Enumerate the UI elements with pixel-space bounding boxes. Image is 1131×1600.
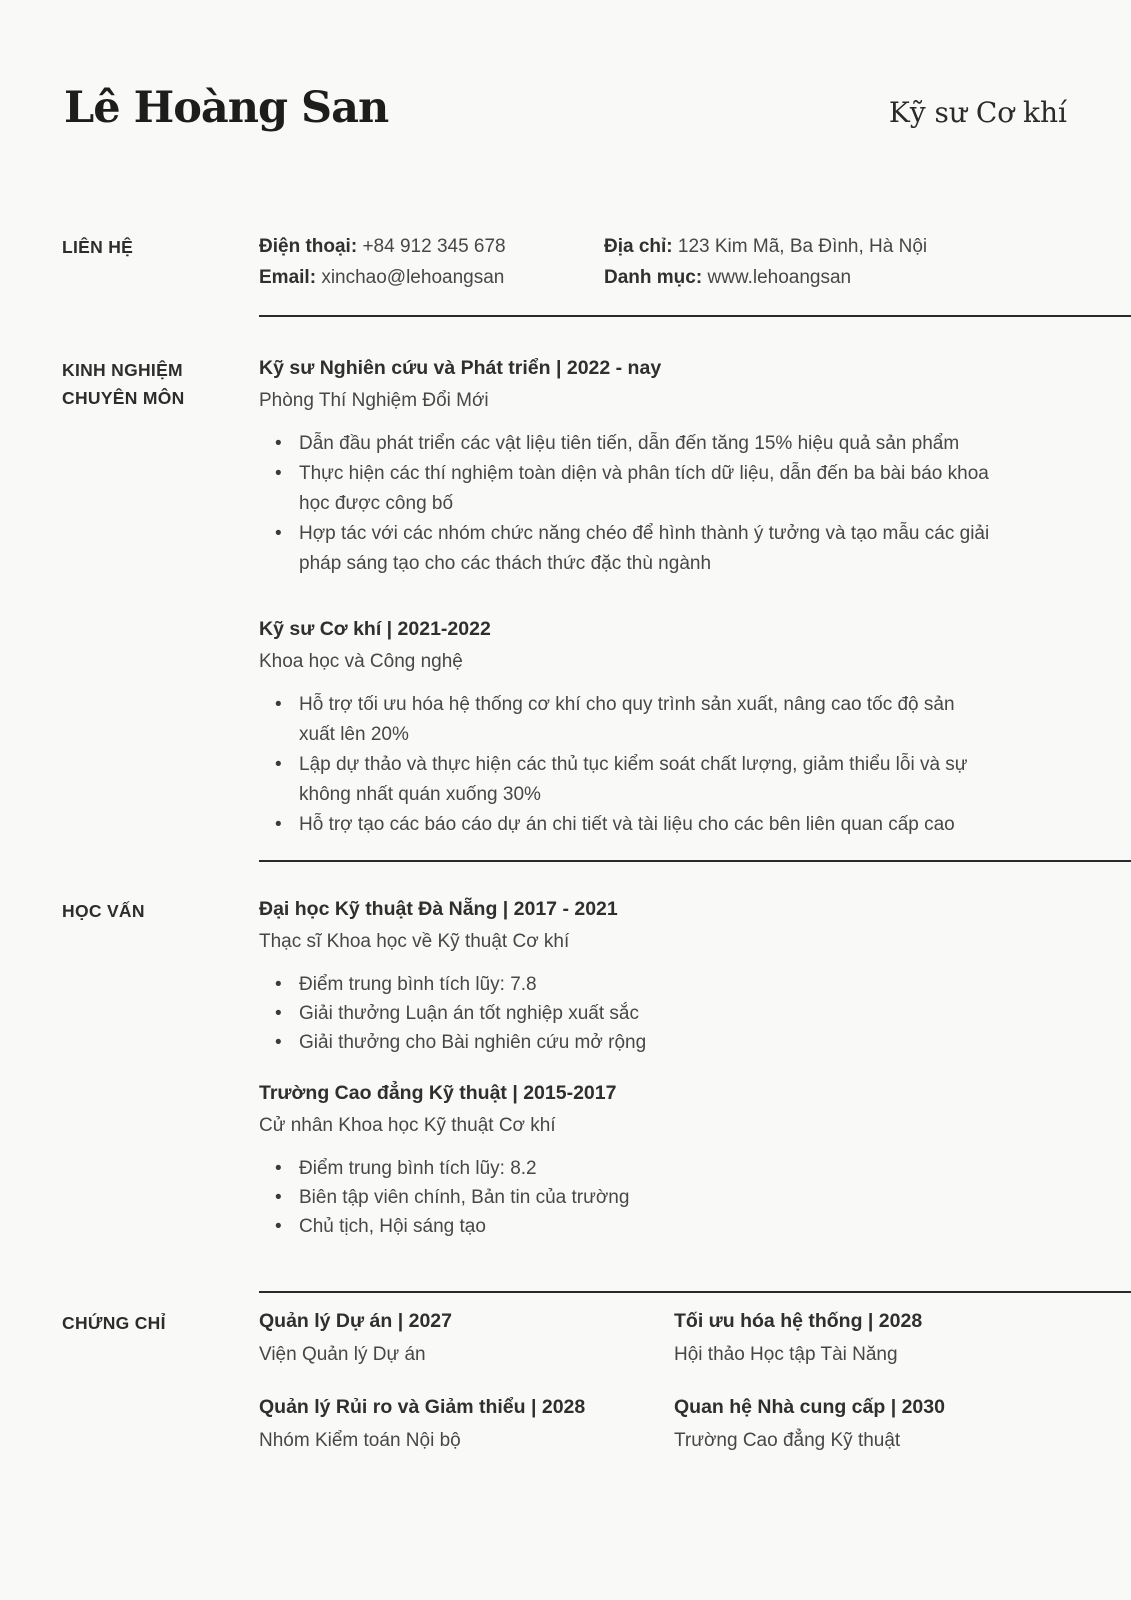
contact-email-label: Email: (259, 267, 317, 289)
job-entry (259, 354, 1131, 579)
school-title: Trường Cao đẳng Kỹ thuật | 2015-2017 (259, 1082, 617, 1105)
school-bullet-list (259, 1154, 994, 1241)
section-divider (259, 1291, 1131, 1293)
certifications-content (259, 1307, 1131, 1455)
contact-email-value: xinchao@lehoangsan (321, 267, 505, 289)
bullet-item: • Hợp tác với các nhóm chức năng chéo để hình thành ý tưởng và tạo mẫu các giải pháp sáng tạo cho các thách thức đặc thù ngành (259, 519, 994, 579)
certification-item (674, 1307, 1131, 1369)
experience-content (259, 354, 1131, 840)
bullet-item: • Hỗ trợ tối ưu hóa hệ thống cơ khí cho quy trình sản xuất, nâng cao tốc độ sản xuất lên 20% (259, 690, 994, 750)
certification-title: Quản lý Rủi ro và Giảm thiểu | 2028 (259, 1396, 586, 1419)
job-entry (259, 615, 1131, 840)
contact-portfolio-label: Danh mục: (604, 267, 703, 289)
contact-section (62, 231, 1131, 293)
school-entry (259, 1079, 1131, 1241)
certification-item (259, 1307, 674, 1369)
bullet-item: • Giải thưởng cho Bài nghiên cứu mở rộng (259, 1028, 994, 1057)
certification-organization: Hội thảo Học tập Tài Năng (674, 1344, 898, 1366)
job-organization: Khoa học và Công nghệ (259, 651, 463, 673)
job-organization: Phòng Thí Nghiệm Đổi Mới (259, 390, 489, 412)
certification-title: Quản lý Dự án | 2027 (259, 1310, 452, 1333)
contact-phone-label: Điện thoại: (259, 236, 358, 258)
contact-phone-value: +84 912 345 678 (362, 236, 506, 258)
bullet-item: • Giải thưởng Luận án tốt nghiệp xuất sắc (259, 999, 994, 1028)
contact-address (604, 231, 1131, 262)
section-divider (259, 860, 1131, 862)
bullet-item: • Điểm trung bình tích lũy: 8.2 (259, 1154, 994, 1183)
certification-item (674, 1393, 1131, 1455)
job-bullet-list (259, 429, 994, 579)
education-content (259, 895, 1131, 1241)
person-job-title: Kỹ sư Cơ khí (888, 96, 1067, 129)
experience-label-line2: CHUYÊN MÔN (62, 388, 185, 409)
contact-portfolio-value: www.lehoangsan (707, 267, 852, 289)
experience-section (62, 354, 1131, 840)
contact-content (259, 231, 1131, 293)
job-title: Kỹ sư Nghiên cứu và Phát triển | 2022 - nay (259, 357, 662, 380)
certifications-grid (259, 1307, 1131, 1455)
bullet-item: • Thực hiện các thí nghiệm toàn diện và phân tích dữ liệu, dẫn đến ba bài báo khoa học được công bố (259, 459, 994, 519)
certification-item (259, 1393, 674, 1455)
job-bullet-list (259, 690, 994, 840)
contact-portfolio (604, 262, 1131, 293)
certification-organization: Nhóm Kiểm toán Nội bộ (259, 1430, 461, 1452)
certification-organization: Viện Quản lý Dự án (259, 1344, 426, 1366)
bullet-item: • Lập dự thảo và thực hiện các thủ tục kiểm soát chất lượng, giảm thiểu lỗi và sự không nhất quán xuống 30% (259, 750, 994, 810)
school-entry (259, 895, 1131, 1057)
education-section-label: HỌC VẤN (62, 901, 145, 922)
contact-email (259, 262, 604, 293)
job-title: Kỹ sư Cơ khí | 2021-2022 (259, 618, 491, 641)
person-name: Lê Hoàng San (64, 83, 389, 133)
certification-title: Quan hệ Nhà cung cấp | 2030 (674, 1396, 945, 1419)
education-section (62, 895, 1131, 1241)
experience-label-line1: KINH NGHIỆM (62, 360, 183, 381)
contact-column-1 (259, 231, 604, 293)
contact-phone (259, 231, 604, 262)
bullet-item: • Biên tập viên chính, Bản tin của trường (259, 1183, 994, 1212)
certifications-section-label: CHỨNG CHỈ (62, 1313, 166, 1334)
contact-address-label: Địa chỉ: (604, 236, 673, 258)
header (64, 84, 1067, 133)
experience-section-label (62, 354, 259, 840)
bullet-item: • Chủ tịch, Hội sáng tạo (259, 1212, 994, 1241)
school-degree: Thạc sĩ Khoa học về Kỹ thuật Cơ khí (259, 931, 570, 953)
school-degree: Cử nhân Khoa học Kỹ thuật Cơ khí (259, 1115, 556, 1137)
school-title: Đại học Kỹ thuật Đà Nẵng | 2017 - 2021 (259, 898, 618, 921)
school-bullet-list (259, 970, 994, 1057)
contact-address-value: 123 Kim Mã, Ba Đình, Hà Nội (677, 236, 928, 258)
contact-column-2 (604, 231, 1131, 293)
bullet-item: • Điểm trung bình tích lũy: 7.8 (259, 970, 994, 999)
section-divider (259, 315, 1131, 317)
certifications-section (62, 1307, 1131, 1455)
certification-organization: Trường Cao đẳng Kỹ thuật (674, 1430, 901, 1452)
certification-title: Tối ưu hóa hệ thống | 2028 (674, 1310, 923, 1333)
bullet-item: • Dẫn đầu phát triển các vật liệu tiên tiến, dẫn đến tăng 15% hiệu quả sản phẩm (259, 429, 994, 459)
contact-section-label: LIÊN HỆ (62, 237, 134, 258)
bullet-item: • Hỗ trợ tạo các báo cáo dự án chi tiết và tài liệu cho các bên liên quan cấp cao (259, 810, 994, 840)
contact-grid (259, 231, 1131, 293)
